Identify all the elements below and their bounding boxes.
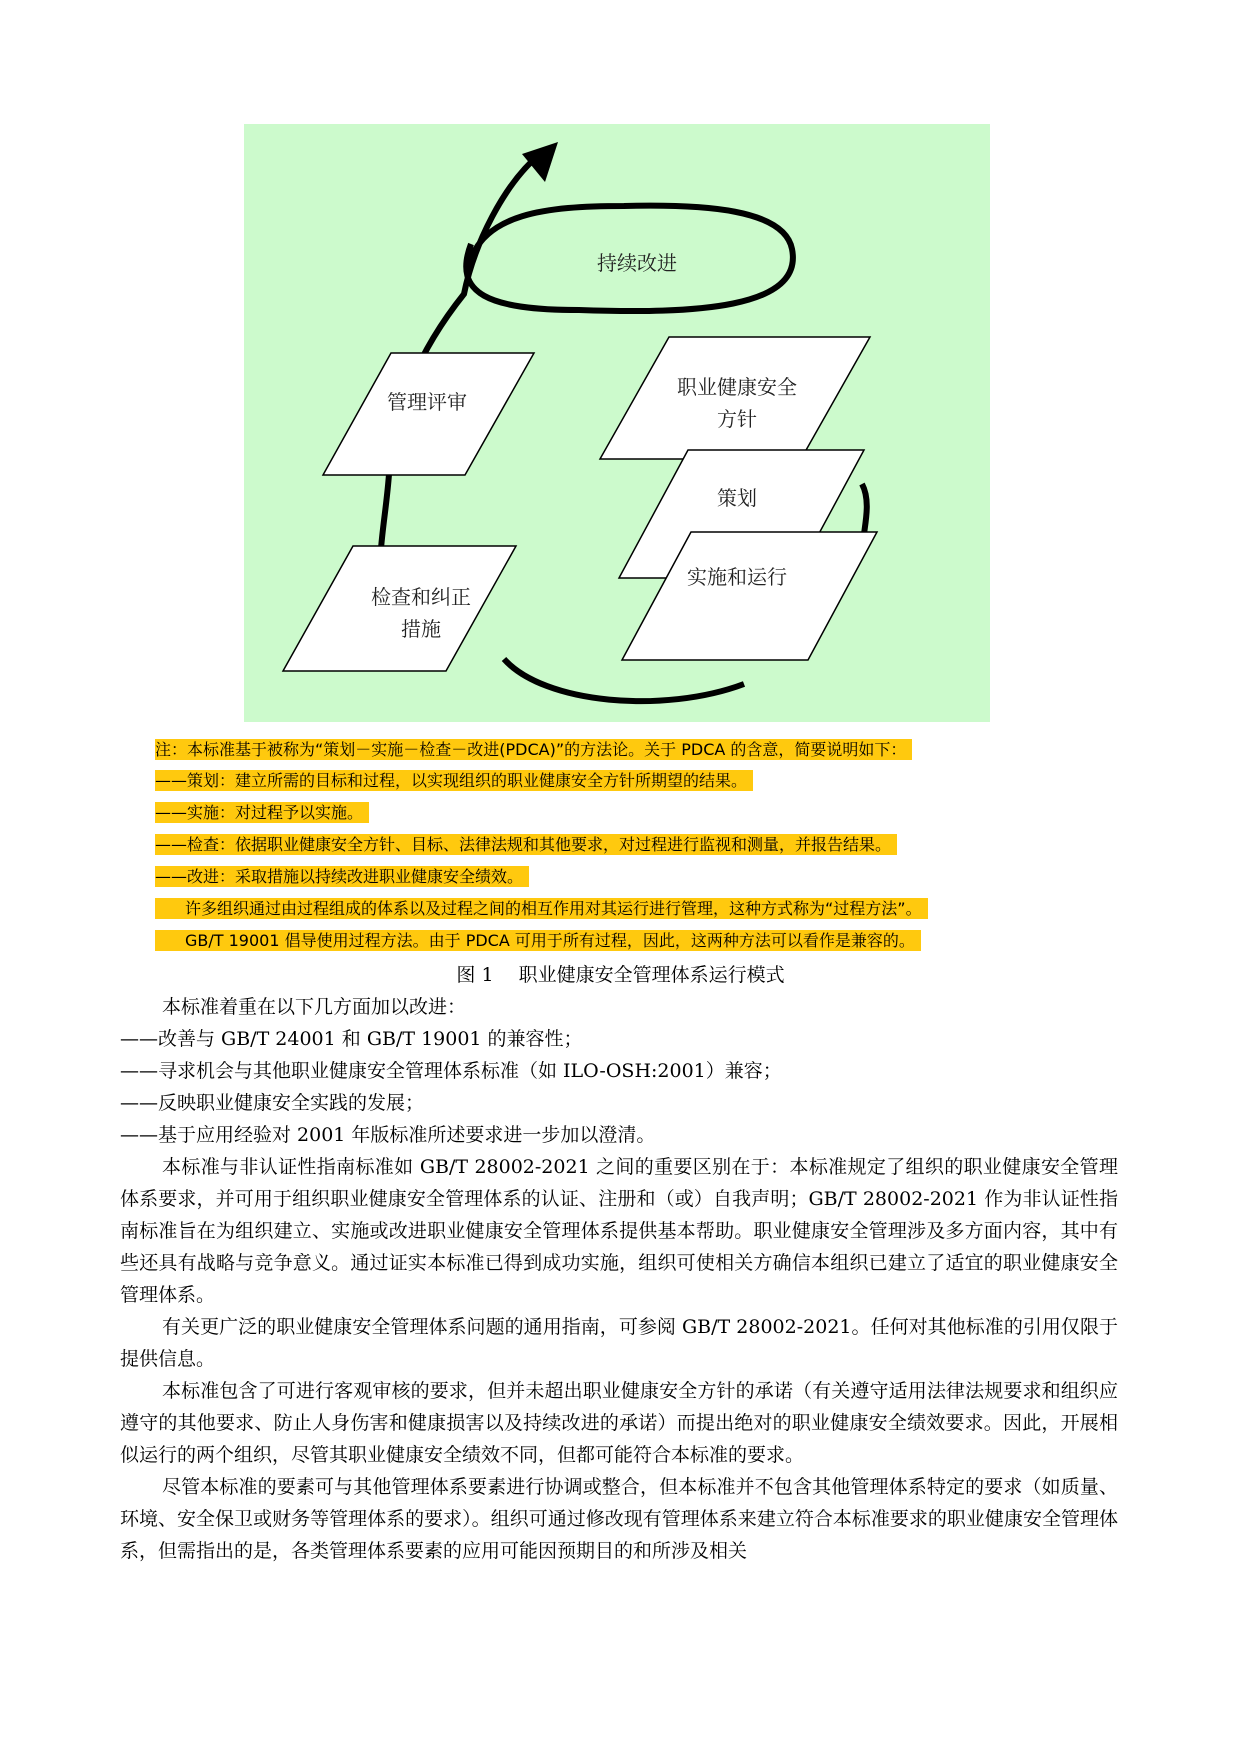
review-label: 管理评审 [387,390,467,414]
paragraph: 有关更广泛的职业健康安全管理体系问题的通用指南，可参阅 GB/T 28002-2021。任何对其他标准的引用仅限于提供信息。 [120,1316,1118,1370]
paragraph: 尽管本标准的要素可与其他管理体系要素进行协调或整合，但本标准并不包含其他管理体系特定的要求（如质量、环境、安全保卫或财务等管理体系的要求）。组织可通过修改现有管理体系来建立符合本标准要求的职业健康安全管理体系，但需指出的是，各类管理体系要素的应用可能因预期目的和所涉及相关 [120,1476,1118,1562]
note-line [155,832,897,857]
note-text: ——检查：依据职业健康安全方针、目标、法律法规和其他要求，对过程进行监视和测量，并报告结果。 [155,834,897,855]
body-text [120,991,1118,1567]
note-text: 许多组织通过由过程组成的体系以及过程之间的相互作用对其运行进行管理，这种方式称为“过程方法”。 [155,898,928,919]
list-item: ——基于应用经验对 2001 年版标准所述要求进一步加以澄清。 [120,1124,656,1146]
paragraph: 本标准与非认证性指南标准如 GB/T 28002-2021 之间的重要区别在于：本标准规定了组织的职业健康安全管理体系要求，并可用于组织职业健康安全管理体系的认证、注册和（或）自我声明；GB/T 28002-2021 作为非认证性指南标准旨在为组织建立、实施或改进职业健康安全管理体系提供基本帮助。职业健康安全管理涉及多方面内容，其中有些还具有战略与竞争意义。通过证实本标准已得到成功实施，组织可使相关方确信本组织已建立了适宜的职业健康安全管理体系。 [120,1156,1118,1306]
note-line [155,737,912,762]
policy-label-line1: 职业健康安全 [677,375,797,399]
intro-paragraph: 本标准着重在以下几方面加以改进： [162,996,467,1018]
note-line [155,928,921,953]
note-line [155,800,369,825]
note-text: ——策划：建立所需的目标和过程，以实现组织的职业健康安全方针所期望的结果。 [155,770,753,791]
note-line [155,896,928,921]
list-item: ——改善与 GB/T 24001 和 GB/T 19001 的兼容性； [120,1028,583,1050]
note-text: GB/T 19001 倡导使用过程方法。由于 PDCA 可用于所有过程，因此，这两种方法可以看作是兼容的。 [155,930,921,951]
implementation-label: 实施和运行 [687,565,787,589]
check-label-line2: 措施 [401,617,441,641]
list-item: ——反映职业健康安全实践的发展； [120,1092,425,1114]
figure-caption: 图 1 职业健康安全管理体系运行模式 [456,964,785,986]
check-label-line1: 检查和纠正 [371,585,471,609]
note-line [155,864,529,889]
policy-label-line2: 方针 [717,407,757,431]
continuous-improvement-label: 持续改进 [597,251,677,275]
planning-label: 策划 [717,486,757,510]
note-text: ——实施：对过程予以实施。 [155,802,369,823]
pdca-diagram [244,124,990,722]
note-text: ——改进：采取措施以持续改进职业健康安全绩效。 [155,866,529,887]
paragraph: 本标准包含了可进行客观审核的要求，但并未超出职业健康安全方针的承诺（有关遵守适用法律法规要求和组织应遵守的其他要求、防止人身伤害和健康损害以及持续改进的承诺）而提出绝对的职业健康安全绩效要求。因此，开展相似运行的两个组织，尽管其职业健康安全绩效不同，但都可能符合本标准的要求。 [120,1380,1118,1466]
list-item: ——寻求机会与其他职业健康安全管理体系标准（如 ILO-OSH:2001）兼容； [120,1060,782,1082]
note-line [155,768,753,793]
note-text: 注：本标准基于被称为“策划－实施－检查－改进(PDCA)”的方法论。关于 PDCA 的含意，简要说明如下： [155,739,912,760]
pdca-figure [244,124,990,722]
